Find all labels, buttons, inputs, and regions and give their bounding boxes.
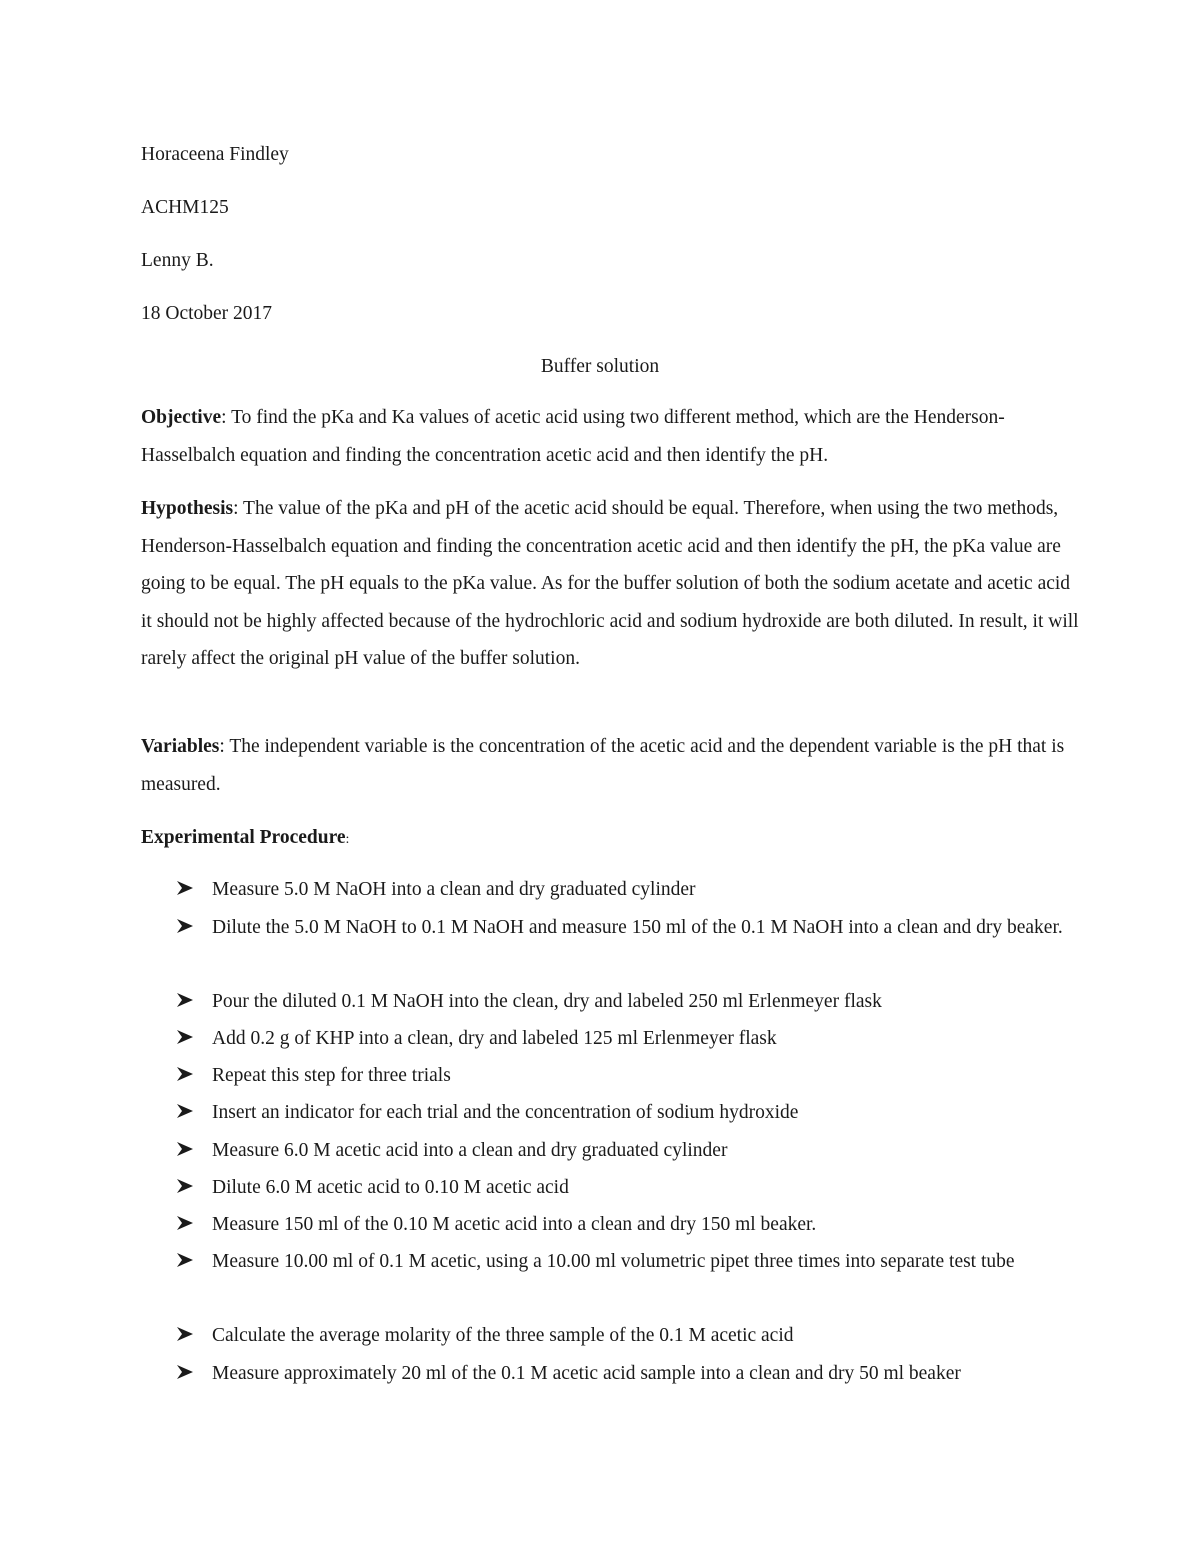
procedure-step	[176, 1355, 1076, 1392]
procedure-step	[176, 1094, 1076, 1131]
arrowhead-bullet-icon	[176, 1206, 196, 1243]
arrowhead-bullet-icon	[176, 1355, 196, 1392]
instructor-name: Lenny B.	[141, 250, 214, 271]
procedure-step-text: Measure approximately 20 ml of the 0.1 M acetic acid sample into a clean and dry 50 ml beaker	[212, 1363, 961, 1384]
procedure-step	[176, 1132, 1076, 1169]
procedure-step	[176, 1057, 1076, 1094]
procedure-step	[176, 1169, 1076, 1206]
arrowhead-bullet-icon	[176, 1132, 196, 1169]
procedure-step	[176, 909, 1076, 946]
procedure-step-text: Repeat this step for three trials	[212, 1065, 451, 1086]
procedure-step	[176, 1206, 1076, 1243]
procedure-step	[176, 983, 1076, 1020]
procedure-step-text: Measure 6.0 M acetic acid into a clean and dry graduated cylinder	[212, 1140, 728, 1161]
procedure-heading	[141, 826, 349, 852]
procedure-step-text: Add 0.2 g of KHP into a clean, dry and labeled 125 ml Erlenmeyer flask	[212, 1028, 777, 1049]
procedure-step	[176, 1020, 1076, 1057]
objective-paragraph	[141, 399, 1081, 474]
course-code: ACHM125	[141, 197, 229, 218]
variables-label: Variables	[141, 736, 220, 757]
objective-text: : To find the pKa and Ka values of acetic acid using two different method, which are the Henderson-Hasselbalch equation and finding the concentration acetic acid and then identify the pH.	[141, 407, 1005, 466]
procedure-step-text: Calculate the average molarity of the three sample of the 0.1 M acetic acid	[212, 1325, 794, 1346]
procedure-step	[176, 871, 1076, 908]
procedure-step-text: Measure 10.00 ml of 0.1 M acetic, using a 10.00 ml volumetric pipet three times into separate test tube	[212, 1251, 1015, 1272]
procedure-heading-text: Experimental Procedure	[141, 827, 346, 848]
arrowhead-bullet-icon	[176, 1020, 196, 1057]
document-title: Buffer solution	[540, 356, 660, 377]
author-name: Horaceena Findley	[141, 144, 289, 165]
arrowhead-bullet-icon	[176, 1243, 196, 1280]
procedure-step	[176, 1317, 1076, 1354]
procedure-step-text: Measure 5.0 M NaOH into a clean and dry graduated cylinder	[212, 879, 696, 900]
document-date: 18 October 2017	[141, 303, 273, 324]
arrowhead-bullet-icon	[176, 871, 196, 908]
procedure-step-text: Measure 150 ml of the 0.10 M acetic acid into a clean and dry 150 ml beaker.	[212, 1214, 817, 1235]
arrowhead-bullet-icon	[176, 909, 196, 946]
arrowhead-bullet-icon	[176, 1057, 196, 1094]
hypothesis-label: Hypothesis	[141, 498, 234, 519]
procedure-step-text: Dilute 6.0 M acetic acid to 0.10 M acetic acid	[212, 1177, 569, 1198]
variables-text: : The independent variable is the concentration of the acetic acid and the dependent variable is the pH that is measured.	[141, 736, 1065, 795]
procedure-step-text: Insert an indicator for each trial and the concentration of sodium hydroxide	[212, 1102, 799, 1123]
procedure-step-text: Dilute the 5.0 M NaOH to 0.1 M NaOH and measure 150 ml of the 0.1 M NaOH into a clean and dry beaker.	[212, 917, 1063, 938]
procedure-step-text: Pour the diluted 0.1 M NaOH into the clean, dry and labeled 250 ml Erlenmeyer flask	[212, 991, 882, 1012]
variables-paragraph	[141, 728, 1081, 803]
procedure-heading-colon: :	[345, 832, 350, 847]
arrowhead-bullet-icon	[176, 1094, 196, 1131]
procedure-step	[176, 1243, 1076, 1280]
arrowhead-bullet-icon	[176, 983, 196, 1020]
objective-label: Objective	[141, 407, 222, 428]
hypothesis-paragraph	[141, 490, 1081, 678]
arrowhead-bullet-icon	[176, 1169, 196, 1206]
arrowhead-bullet-icon	[176, 1317, 196, 1354]
hypothesis-text: : The value of the pKa and pH of the acetic acid should be equal. Therefore, when using the two methods, Henderson-Hasselbalch equation and finding the concentration acetic acid and then identify the pH, the pKa value are going to be equal. The pH equals to the pKa value. As for the buffer solution of both the sodium acetate and acetic acid it should not be highly affected because of the hydrochloric acid and sodium hydroxide are both diluted. In result, it will rarely affect the original pH value of the buffer solution.	[141, 498, 1079, 669]
